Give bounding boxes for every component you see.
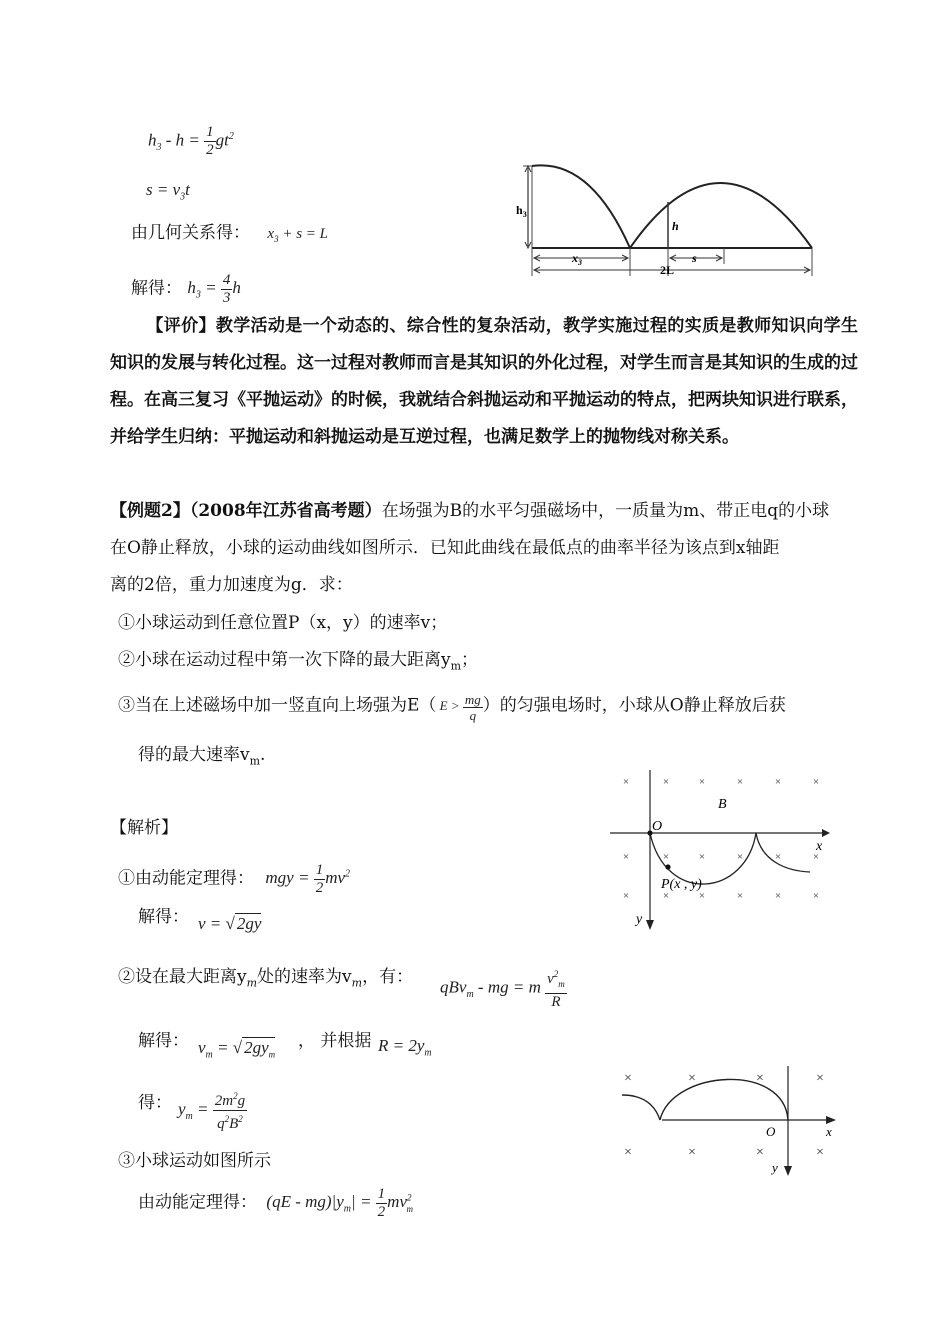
svg-text:×: × — [756, 1145, 764, 1160]
label-y: y — [636, 912, 643, 927]
svg-text:×: × — [812, 776, 820, 788]
step1-solution: 解得： — [138, 907, 189, 927]
step3-title: ③小球运动如图所示 — [118, 1151, 271, 1171]
equation-s-v3t: $s = v_3t$ — [146, 180, 190, 203]
figure-magnetic-field-trajectory — [606, 766, 842, 936]
label-x3: $x_3$ — [572, 251, 582, 267]
svg-text:×: × — [624, 1071, 632, 1086]
analysis-title: 【解析】 — [110, 818, 178, 838]
svg-text:×: × — [622, 890, 630, 902]
label-x: x — [816, 839, 823, 854]
svg-text:×: × — [698, 776, 706, 788]
label-O-3: O — [766, 1124, 776, 1139]
step2-force-eq: qBv$_m$ - mg = m $\frac{v^2_m}{R}$ — [440, 966, 567, 1011]
question-2: ②小球在运动过程中第一次下降的最大距离$y_m$； — [118, 650, 479, 673]
step2-ym-eq: $y_m$ = $\frac{2m^2g}{q^2B^2}$ — [178, 1088, 247, 1133]
solution-h3: 解得： $h_3$ = $\frac{4}{3}$ h — [131, 272, 241, 306]
step2-setup: ②设在最大距离$y_m$处的速率为$v_m$，有： — [118, 967, 414, 990]
step2-radius-eq: $R = 2y_m$ — [378, 1036, 432, 1059]
step2-get: 得： — [138, 1093, 172, 1113]
svg-text:×: × — [624, 1145, 632, 1160]
step2-solution: 解得： — [138, 1031, 189, 1051]
label-x-3: x — [826, 1124, 832, 1139]
label-O: O — [652, 819, 663, 834]
question-3: ③当在上述磁场中加一竖直向上场强为E（ E > $\frac{mg}{q}$ ）的匀强电场时，小球从O静止释放后获 — [118, 692, 786, 723]
svg-text:×: × — [816, 1071, 824, 1086]
question-1: ①小球运动到任意位置P（x，y）的速率v； — [118, 613, 448, 633]
svg-text:×: × — [662, 851, 670, 863]
svg-text:×: × — [774, 851, 782, 863]
svg-text:×: × — [736, 890, 744, 902]
example2-line3: 离的2倍，重力加速度为g．求： — [110, 575, 353, 595]
figure-electric-field-trajectory — [612, 1062, 848, 1182]
svg-text:×: × — [688, 1145, 696, 1160]
figure-projectile-arcs — [510, 158, 820, 298]
question-3-line2: 得的最大速率$v_m$. — [138, 745, 266, 768]
svg-text:×: × — [662, 890, 670, 902]
label-h3: $h_3$ — [516, 203, 527, 219]
label-2L: 2L — [660, 263, 675, 277]
svg-text:×: × — [812, 851, 820, 863]
label-B: B — [718, 797, 727, 812]
example2-line2: 在O静止释放，小球的运动曲线如图所示．已知此曲线在最低点的曲率半径为该点到x轴距 — [110, 538, 780, 558]
geometry-relation: 由几何关系得： $x_3 + s = L$ — [131, 223, 329, 244]
step2-and: ， 并根据 — [298, 1031, 372, 1051]
svg-text:×: × — [736, 776, 744, 788]
svg-text:×: × — [736, 851, 744, 863]
evaluation-paragraph: 【评价】教学活动是一个动态的、综合性的复杂活动，教学实施过程的实质是教师知识向学生知识的发展与转化过程。这一过程对教师而言是其知识的外化过程，对学生而言是其知识的生成的过程。在高三复习《平抛运动》的时候，我就结合斜抛运动和平抛运动的特点，把两块知识进行联系，并给学生归纳：平抛运动和斜抛运动是互逆过程，也满足数学上的抛物线对称关系。 — [110, 316, 858, 447]
svg-text:×: × — [812, 890, 820, 902]
svg-text:×: × — [774, 776, 782, 788]
svg-text:×: × — [756, 1071, 764, 1086]
equation-h3-minus-h: $h_3$ - h = $\frac{1}{2}$ $gt^2$ — [148, 124, 234, 158]
fraction-half: $\frac{1}{2}$ — [206, 124, 214, 158]
label-s: s — [692, 251, 697, 265]
step1-kinetic-energy: ①由动能定理得： mgy = $\frac{1}{2}$ $mv^2$ — [118, 862, 351, 896]
example2-line1: 【例题2】（2008年江苏省高考题）在场强为B的水平匀强磁场中，一质量为m、带正电q的小球 — [110, 501, 830, 521]
svg-text:×: × — [774, 890, 782, 902]
label-y-3: y — [772, 1160, 778, 1175]
cross-marks — [623, 776, 819, 902]
label-h: h — [672, 219, 679, 233]
step2-solution-eq: $v_m$ = √ $2gy_m$ — [198, 1038, 276, 1061]
svg-text:×: × — [622, 776, 630, 788]
svg-text:×: × — [698, 890, 706, 902]
svg-text:×: × — [816, 1145, 824, 1160]
label-P: P(x , y) — [661, 877, 702, 892]
svg-text:×: × — [622, 851, 630, 863]
step1-solution-eq: v = √ 2gy — [198, 914, 262, 933]
svg-text:×: × — [662, 776, 670, 788]
svg-text:×: × — [688, 1071, 696, 1086]
step3-kinetic-energy: 由动能定理得： $(qE - mg)|y_m|$ = $\frac{1}{2}$ $mv^2_m$ — [138, 1186, 413, 1220]
svg-text:×: × — [698, 851, 706, 863]
cross-marks-3 — [624, 1071, 824, 1160]
